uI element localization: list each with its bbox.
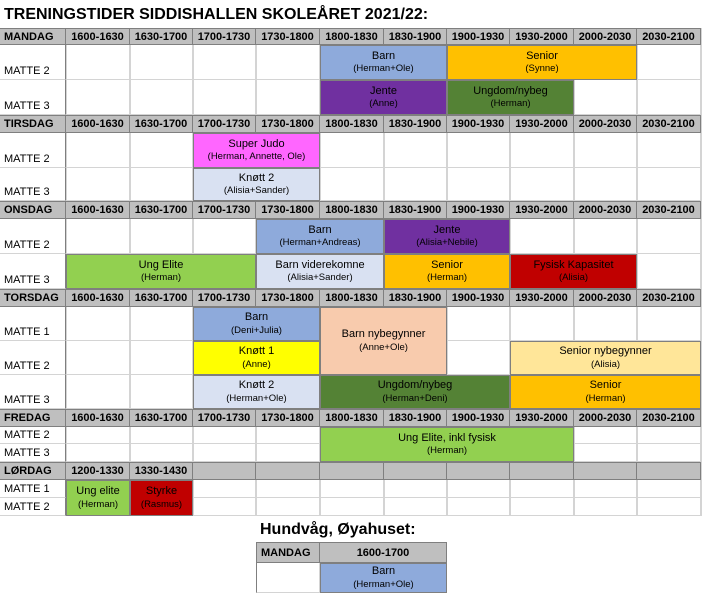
session-coaches: (Alisia+Nebile) [416,237,478,249]
time-slot-header: 1830-1900 [384,115,447,133]
time-slot-header: 2030-2100 [637,28,701,45]
session-block [447,45,637,80]
session-coaches: (Herman) [426,272,468,284]
mat-label: MATTE 2 [0,341,66,375]
time-slot-header: 1830-1900 [384,409,447,427]
time-slot-header: 1730-1800 [256,409,320,427]
session-name: Senior [589,379,622,392]
time-slot-header [193,462,256,480]
hundvag-day-header: MANDAG [256,542,320,563]
empty-cell [130,444,193,462]
time-slot-header: 2000-2030 [574,201,637,219]
empty-cell [130,45,193,80]
empty-cell [130,307,193,341]
time-slot-header [447,462,510,480]
empty-cell [66,133,130,168]
session-coaches: (Herman) [77,498,119,510]
mat-label: MATTE 2 [0,45,66,80]
time-slot-header: 2000-2030 [574,115,637,133]
empty-cell [256,480,320,498]
time-slot-header: 1900-1930 [447,28,510,45]
session-block [320,45,447,80]
empty-cell [447,168,510,201]
session-name: Ung Elite [138,258,184,271]
session-name: Jente [433,223,461,236]
time-slot-header: 1830-1900 [384,201,447,219]
empty-cell [574,219,637,254]
session-coaches: (Anne) [369,98,398,110]
session-name: Senior [526,49,558,62]
empty-cell [574,133,637,168]
time-slot-header: 2000-2030 [574,28,637,45]
empty-cell [66,427,130,444]
empty-cell [574,168,637,201]
time-slot-header: 1830-1900 [384,289,447,307]
empty-cell [574,307,637,341]
time-slot-header: 1700-1730 [193,289,256,307]
empty-cell [130,80,193,115]
session-block [320,427,574,462]
time-slot-header: 1800-1830 [320,201,384,219]
hundvag-time-header: 1600-1700 [320,542,447,563]
session-block [510,375,701,409]
empty-cell [66,168,130,201]
session-coaches: (Herman+Deni) [382,392,448,404]
session-block [193,375,320,409]
empty-cell [193,480,256,498]
session-block [193,133,320,168]
empty-cell [384,480,447,498]
empty-cell [637,45,701,80]
session-name: Senior [431,258,463,271]
empty-cell [447,480,510,498]
empty-cell [384,498,447,516]
empty-cell [447,307,510,341]
session-coaches: (Herman) [140,272,182,284]
empty-cell [66,45,130,80]
session-coaches: (Herman+Ole) [353,578,414,590]
session-coaches: (Synne) [525,63,559,75]
empty-cell [320,480,384,498]
session-coaches: (Anne) [242,358,271,370]
session-coaches: (Herman) [426,445,468,457]
time-slot-header: 2000-2030 [574,409,637,427]
session-name: Styrke [145,485,178,498]
empty-cell [130,427,193,444]
time-slot-header: 1700-1730 [193,409,256,427]
empty-cell [130,375,193,409]
time-slot-header: 1930-2000 [510,409,574,427]
session-name: Ungdom/nybeg [377,379,453,392]
session-coaches: (Herman) [585,392,626,404]
time-slot-header: 1330-1430 [130,462,193,480]
empty-cell [66,341,130,375]
time-slot-header: 1600-1630 [66,409,130,427]
session-name: Barn [308,223,332,236]
time-slot-header: 1730-1800 [256,289,320,307]
session-name: Barn [244,311,269,324]
empty-cell [447,498,510,516]
session-block [320,375,510,409]
time-slot-header: 1900-1930 [447,409,510,427]
grid-line [701,28,702,516]
time-slot-header: 1730-1800 [256,115,320,133]
empty-cell [510,498,574,516]
session-block [510,341,701,375]
empty-cell [256,444,320,462]
empty-cell [574,80,637,115]
session-coaches: (Alisia) [590,358,621,370]
empty-cell [637,80,701,115]
empty-cell [256,498,320,516]
session-coaches: (Alisia+Sander) [287,272,353,284]
time-slot-header: 2000-2030 [574,289,637,307]
time-slot-header: 1600-1630 [66,201,130,219]
hundvag-empty-label [256,563,320,593]
time-slot-header: 1600-1630 [66,115,130,133]
time-slot-header: 1900-1930 [447,201,510,219]
session-name: Knøtt 2 [238,379,275,392]
session-block [320,80,447,115]
empty-cell [384,168,447,201]
mat-label: MATTE 2 [0,427,66,444]
empty-cell [637,480,701,498]
empty-cell [66,307,130,341]
mat-label: MATTE 3 [0,254,66,289]
time-slot-header: 1900-1930 [447,115,510,133]
empty-cell [384,133,447,168]
empty-cell [193,498,256,516]
mat-label: MATTE 2 [0,219,66,254]
session-coaches: (Herman+Ole) [353,63,414,75]
time-slot-header [510,462,574,480]
empty-cell [574,444,637,462]
time-slot-header: 1900-1930 [447,289,510,307]
session-block [193,168,320,201]
empty-cell [130,168,193,201]
empty-cell [637,254,701,289]
empty-cell [256,80,320,115]
empty-cell [320,498,384,516]
empty-cell [510,219,574,254]
empty-cell [193,219,256,254]
time-slot-header [384,462,447,480]
time-slot-header: 1600-1630 [66,289,130,307]
time-slot-header: 1630-1700 [130,289,193,307]
time-slot-header: 1700-1730 [193,28,256,45]
empty-cell [510,307,574,341]
mat-label: MATTE 1 [0,480,66,498]
empty-cell [66,219,130,254]
session-block [66,480,130,516]
empty-cell [637,427,701,444]
empty-cell [66,80,130,115]
empty-cell [193,444,256,462]
hundvag-title: Hundvåg, Øyahuset: [260,521,416,538]
page-title: TRENINGSTIDER SIDDISHALLEN SKOLEÅRET 2021/22: [4,6,429,23]
session-coaches: (Herman) [490,98,531,110]
day-header: TIRSDAG [0,115,66,133]
mat-label: MATTE 2 [0,498,66,516]
time-slot-header: 1800-1830 [320,409,384,427]
session-block [193,307,320,341]
session-coaches: (Alisia+Sander) [223,185,290,197]
mat-label: MATTE 2 [0,133,66,168]
empty-cell [510,133,574,168]
time-slot-header: 1800-1830 [320,28,384,45]
time-slot-header: 1630-1700 [130,409,193,427]
time-slot-header: 1730-1800 [256,201,320,219]
time-slot-header: 1730-1800 [256,28,320,45]
empty-cell [66,375,130,409]
session-name: Ung elite [76,485,120,498]
empty-cell [510,168,574,201]
empty-cell [193,427,256,444]
empty-cell [130,341,193,375]
time-slot-header: 2030-2100 [637,201,701,219]
day-header: MANDAG [0,28,66,45]
session-name: Senior nybegynner [559,345,652,358]
session-name: Jente [370,84,397,97]
time-slot-header [320,462,384,480]
empty-cell [637,168,701,201]
session-block [193,341,320,375]
session-block [320,307,447,375]
empty-cell [193,80,256,115]
session-coaches: (Alisia) [558,272,589,284]
session-name: Barn [371,49,396,62]
session-block [256,219,384,254]
empty-cell [130,219,193,254]
time-slot-header: 2030-2100 [637,409,701,427]
mat-label: MATTE 3 [0,80,66,115]
session-coaches: (Herman, Annette, Ole) [207,151,306,163]
session-block [66,254,256,289]
time-slot-header: 1930-2000 [510,289,574,307]
time-slot-header [256,462,320,480]
session-block [510,254,637,289]
session-name: Barn nybegynner [341,328,426,341]
day-header: FREDAG [0,409,66,427]
empty-cell [637,219,701,254]
time-slot-header: 1930-2000 [510,201,574,219]
time-slot-header: 1800-1830 [320,289,384,307]
time-slot-header: 1630-1700 [130,28,193,45]
empty-cell [510,480,574,498]
empty-cell [130,133,193,168]
mat-label: MATTE 1 [0,307,66,341]
day-header: LØRDAG [0,462,66,480]
empty-cell [447,133,510,168]
time-slot-header: 1700-1730 [193,201,256,219]
time-slot-header: 1630-1700 [130,115,193,133]
session-name: Knøtt 2 [238,171,275,184]
time-slot-header: 2030-2100 [637,289,701,307]
session-block [447,80,574,115]
day-header: TORSDAG [0,289,66,307]
session-name: Super Judo [228,137,285,150]
time-slot-header: 1600-1630 [66,28,130,45]
mat-label: MATTE 3 [0,168,66,201]
empty-cell [637,133,701,168]
empty-cell [574,498,637,516]
empty-cell [320,133,384,168]
mat-label: MATTE 3 [0,375,66,409]
time-slot-header: 1930-2000 [510,28,574,45]
session-block [130,480,193,516]
day-header: ONSDAG [0,201,66,219]
time-slot-header [574,462,637,480]
empty-cell [256,45,320,80]
time-slot-header [637,462,701,480]
session-name: Barn viderekomne [275,258,365,271]
session-block [384,254,510,289]
empty-cell [193,45,256,80]
session-name: Ung Elite, inkl fysisk [398,431,496,444]
session-coaches: (Rasmus) [140,498,183,510]
time-slot-header: 1830-1900 [384,28,447,45]
time-slot-header: 1930-2000 [510,115,574,133]
time-slot-header: 1630-1700 [130,201,193,219]
session-coaches: (Herman+Ole) [226,392,287,404]
empty-cell [574,480,637,498]
session-coaches: (Herman+Andreas) [279,237,361,249]
time-slot-header: 1800-1830 [320,115,384,133]
session-name: Fysisk Kapasitet [533,258,614,271]
empty-cell [637,498,701,516]
time-slot-header: 1200-1330 [66,462,130,480]
empty-cell [447,341,510,375]
hundvag-session-block [320,563,447,593]
session-block [256,254,384,289]
empty-cell [574,427,637,444]
empty-cell [320,168,384,201]
session-name: Ungdom/nybeg [473,84,548,97]
time-slot-header: 1700-1730 [193,115,256,133]
time-slot-header: 2030-2100 [637,115,701,133]
session-block [384,219,510,254]
session-name: Barn [371,565,396,578]
session-name: Knøtt 1 [238,345,275,358]
mat-label: MATTE 3 [0,444,66,462]
session-coaches: (Deni+Julia) [231,324,282,336]
empty-cell [256,427,320,444]
empty-cell [637,444,701,462]
empty-cell [66,444,130,462]
empty-cell [637,307,701,341]
session-coaches: (Anne+Ole) [359,341,408,353]
